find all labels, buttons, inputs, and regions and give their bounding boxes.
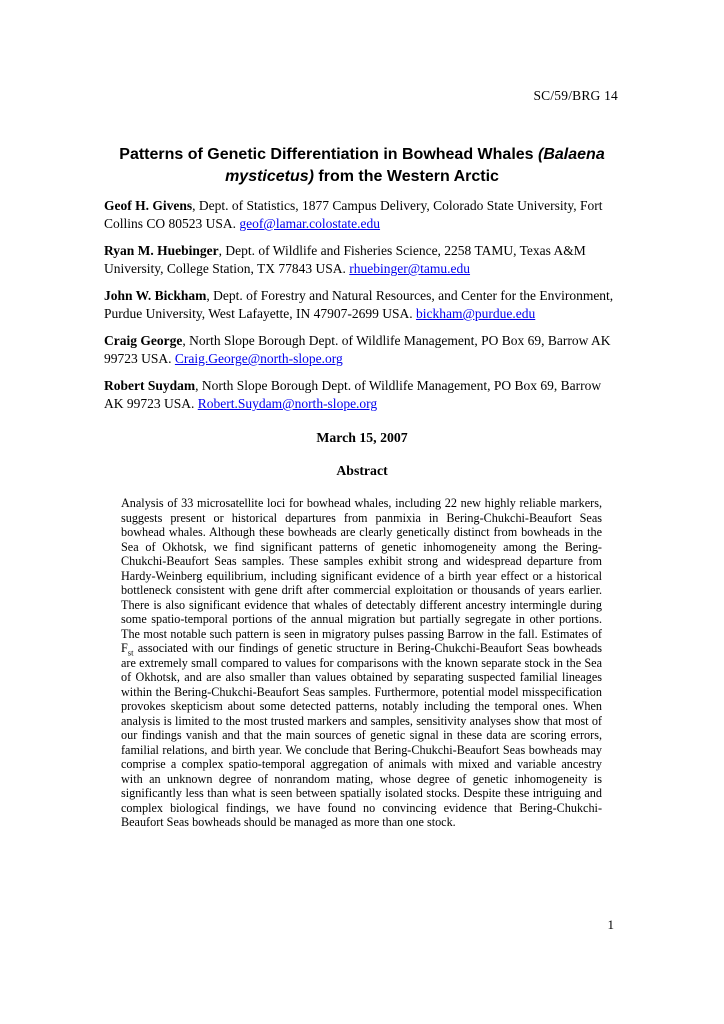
author-affiliation: , Dept. of Forestry and Natural Resources, and Center for the Environment, Purdue University, West Lafayette, IN 47907-2699 USA.	[104, 288, 614, 321]
author-entry	[104, 332, 621, 368]
document-reference-number: SC/59/BRG 14	[533, 88, 618, 103]
author-entry	[104, 197, 621, 233]
author-entry	[104, 377, 621, 413]
author-entry	[104, 242, 621, 278]
author-name: Ryan M. Huebinger	[104, 243, 219, 258]
author-affiliation: , North Slope Borough Dept. of Wildlife Management, PO Box 69, Barrow AK 99723 USA.	[104, 378, 602, 411]
abstract-body	[121, 496, 602, 830]
page-number: 1	[607, 917, 614, 932]
author-email-link[interactable]: rhuebinger@tamu.edu	[349, 261, 471, 276]
author-entry	[104, 287, 621, 323]
author-list	[104, 197, 621, 422]
abstract-heading: Abstract	[336, 463, 388, 478]
title-species-name-italic: (Balaena	[538, 146, 605, 163]
author-name: Geof H. Givens	[104, 198, 193, 213]
abstract-text-part-1: Analysis of 33 microsatellite loci for bowhead whales, including 22 new highly reliable markers, suggests present or historical departures from panmixia in Bering-Chukchi-Beaufort Seas bowhead whales. Although these bowheads are clearly genetically distinct from bowheads in the Sea of Okhotsk, we find significant patterns of genetic inhomogeneity among the Bering-Chukchi-Beaufort Seas samples. These samples exhibit strong and widespread departure from Hardy-Weinberg equilibrium, including significant evidence of a birth year effect or a historical bottleneck consistent with gene drift after commercial exploitation or thousands of years earlier. There is also significant evidence that whales of detectably different ancestry intermingle during some spatio-temporal portions of the annual migration but partially segregate in other portions. The most notable such pattern is seen in migratory pulses passing Barrow in the fall. Estimates of F	[121, 496, 602, 655]
paper-title-line-1	[84, 144, 640, 166]
author-email-link[interactable]: geof@lamar.colostate.edu	[239, 216, 381, 231]
author-email-link[interactable]: bickham@purdue.edu	[415, 306, 536, 321]
author-name: John W. Bickham	[104, 288, 207, 303]
author-affiliation: , Dept. of Statistics, 1877 Campus Delivery, Colorado State University, Fort Collins CO 80523 USA.	[104, 198, 603, 231]
paper-date: March 15, 2007	[316, 430, 408, 445]
paper-title	[84, 144, 640, 188]
abstract-text-part-2: associated with our findings of genetic structure in Bering-Chukchi-Beaufort Seas bowheads are extremely small compared to values for comparisons with the known separate stock in the Sea of Okhotsk, and are also smaller than values obtained by separating suspected familial lineages within the Bering-Chukchi-Beaufort Seas samples. Furthermore, potential model misspecification provokes skepticism about some detected patterns, notably including the temporal ones. When analysis is limited to the most trusted markers and samples, sensitivity analyses show that most of our findings vanish and that the main sources of genetic signal in these data are scoring errors, familial relations, and birth year. We conclude that Bering-Chukchi-Beaufort Seas bowheads may comprise a complex spatio-temporal aggregation of animals with mixed and variable ancestry with an unknown degree of nonrandom mating, whose degree of genetic inhomogeneity is significantly less than what is seen between spatially isolated stocks. Despite these intriguing and complex biological findings, we have found no convincing evidence that Bering-Chukchi-Beaufort Seas bowheads should be managed as more than one stock.	[121, 641, 602, 829]
author-affiliation: , Dept. of Wildlife and Fisheries Science, 2258 TAMU, Texas A&M University, College Station, TX 77843 USA.	[104, 243, 586, 276]
title-text-regular: from the Western Arctic	[313, 168, 499, 185]
author-name: Craig George	[104, 333, 183, 348]
paper-title-line-2	[84, 166, 640, 188]
author-email-link[interactable]: Craig.George@north-slope.org	[174, 351, 343, 366]
author-name: Robert Suydam	[104, 378, 196, 393]
title-text-regular: Patterns of Genetic Differentiation in Bowhead Whales	[119, 146, 539, 163]
fst-subscript: st	[127, 647, 134, 658]
title-species-name-italic: mysticetus)	[225, 168, 314, 185]
author-affiliation: , North Slope Borough Dept. of Wildlife Management, PO Box 69, Barrow AK 99723 USA.	[104, 333, 611, 366]
author-email-link[interactable]: Robert.Suydam@north-slope.org	[197, 396, 378, 411]
